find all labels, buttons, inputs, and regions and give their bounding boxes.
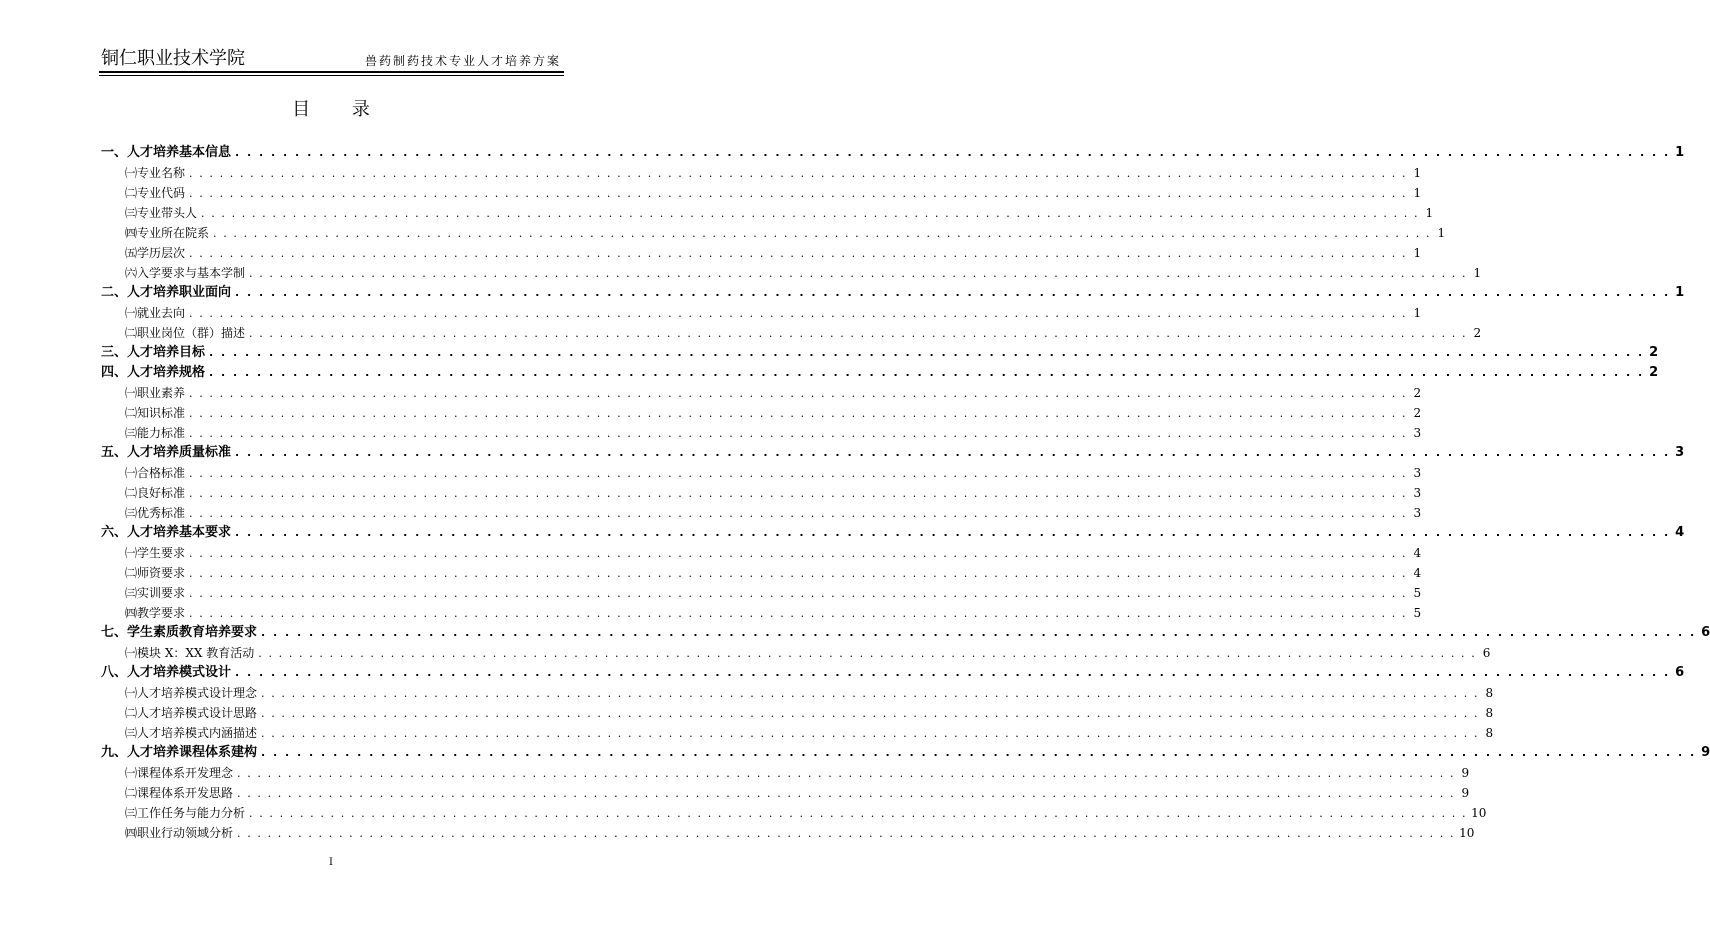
toc-subsection-entry[interactable] [101, 803, 1487, 823]
toc-section-entry[interactable] [101, 343, 1659, 363]
toc-entry-page: 9 [1461, 766, 1470, 780]
header-rule-thick [99, 71, 564, 73]
toc-entry-label: 九、人才培养课程体系建构 [101, 745, 258, 760]
toc-entry-page: 1 [1413, 306, 1422, 320]
toc-entry-label: ㈡课程体系开发思路 [125, 786, 234, 800]
toc-subsection-entry[interactable] [101, 383, 1422, 403]
toc-entry-page: 5 [1413, 606, 1422, 620]
toc-entry-label: ㈣教学要求 [125, 606, 186, 620]
toc-dot-leader: . . . . . . . . . . . . . . . . . . . . . . . . . . . . . . . . . . . . . . . . . . . . . . . . . . . . . . . . . . . . . . . . . . . . . . . . . . . . . . . . . . . . . . . . . . . . . . . . . . . . . . . . . . . . . . . . . . . . . . . . [237, 827, 1456, 840]
toc-entry-page: 8 [1485, 706, 1494, 720]
toc-entry-label: ㈠就业去向 [125, 306, 186, 320]
toc-section-entry[interactable] [101, 623, 1710, 643]
toc-dot-leader: . . . . . . . . . . . . . . . . . . . . . . . . . . . . . . . . . . . . . . . . . . . . . . . . . . . . . . . . . . . . . . . . . . . . . . . . . . . . . . . . . . . . . . . . . . . . . . . . . . . . . . . . . . . . . . . . . . . . . . . . [189, 547, 1408, 560]
toc-section-entry[interactable] [101, 443, 1685, 463]
toc-dot-leader: . . . . . . . . . . . . . . . . . . . . . . . . . . . . . . . . . . . . . . . . . . . . . . . . . . . . . . . . . . . . . . . . . . . . . . . . . . . . . . . . . . . . . . . . . . . . . . . . . . . . . . . . . . . . . . . . . . . . . . . . [189, 467, 1408, 480]
toc-entry-label: ㈠专业名称 [125, 166, 186, 180]
toc-entry-label: 六、人才培养基本要求 [101, 525, 232, 540]
toc-entry-label: 七、学生素质教育培养要求 [101, 625, 258, 640]
toc-subsection-entry[interactable] [101, 603, 1422, 623]
toc-entry-page: 1 [1473, 266, 1482, 280]
toc-entry-label: 二、人才培养职业面向 [101, 285, 232, 300]
toc-entry-label: ㈡知识标准 [125, 406, 186, 420]
toc-section-entry[interactable] [101, 283, 1685, 303]
toc-dot-leader: . . . . . . . . . . . . . . . . . . . . . . . . . . . . . . . . . . . . . . . . . . . . . . . . . . . . . . . . . . . . . . . . . . . . . . . . . . . . . . . . . . . . . . . . . . . . . . . . . . . . . . . . . . . . . . . . . . . . . . . . [189, 187, 1408, 200]
toc-entry-label: ㈡人才培养模式设计思路 [125, 706, 258, 720]
toc-subsection-entry[interactable] [101, 563, 1422, 583]
table-of-contents [101, 143, 1710, 843]
toc-entry-label: ㈠模块 X：XX 教育活动 [125, 646, 255, 660]
toc-subsection-entry[interactable] [101, 163, 1422, 183]
toc-dot-leader: . . . . . . . . . . . . . . . . . . . . . . . . . . . . . . . . . . . . . . . . . . . . . . . . . . . . . . . . . . . . . . . . . . . . . . . . . . . . . . . . . . . . . . . . . . . . . . . . . . . . . . . . . . . . . . . . . . . . . . . . [249, 267, 1468, 280]
toc-entry-page: 2 [1413, 406, 1422, 420]
toc-entry-page: 3 [1413, 466, 1422, 480]
toc-entry-label: 五、人才培养质量标准 [101, 445, 232, 460]
toc-subsection-entry[interactable] [101, 243, 1422, 263]
toc-entry-label: 一、人才培养基本信息 [101, 145, 232, 160]
toc-subsection-entry[interactable] [101, 643, 1491, 663]
toc-entry-page: 1 [1413, 246, 1422, 260]
toc-entry-page: 6 [1701, 625, 1710, 640]
toc-dot-leader: . . . . . . . . . . . . . . . . . . . . . . . . . . . . . . . . . . . . . . . . . . . . . . . . . . . . . . . . . . . . . . . . . . . . . . . . . . . . . . . . . . . . . . . . . . . . . . . . . . . . . . . . . . . . . . . . . . . . . . . . [189, 247, 1408, 260]
toc-entry-page: 6 [1482, 646, 1491, 660]
toc-entry-label: ㈡专业代码 [125, 186, 186, 200]
toc-dot-leader: . . . . . . . . . . . . . . . . . . . . . . . . . . . . . . . . . . . . . . . . . . . . . . . . . . . . . . . . . . . . . . . . . . . . . . . . . . . . . . . . . . . . . . . . . . . . . . . . . . . . . . . . . . . . . . . . . . . . . . . . [189, 387, 1408, 400]
toc-entry-page: 1 [1413, 186, 1422, 200]
toc-subsection-entry[interactable] [101, 823, 1475, 843]
toc-entry-page: 1 [1413, 166, 1422, 180]
toc-dot-leader: . . . . . . . . . . . . . . . . . . . . . . . . . . . . . . . . . . . . . . . . . . . . . . . . . . . . . . . . . . . . . . . . . . . . . . . . . . . . . . . . . . . . . . . . . . . . . . . . . . . . . . . . . . . . . . . . . . . . . . . . [235, 286, 1671, 299]
toc-subsection-entry[interactable] [101, 583, 1422, 603]
toc-subsection-entry[interactable] [101, 303, 1422, 323]
toc-dot-leader: . . . . . . . . . . . . . . . . . . . . . . . . . . . . . . . . . . . . . . . . . . . . . . . . . . . . . . . . . . . . . . . . . . . . . . . . . . . . . . . . . . . . . . . . . . . . . . . . . . . . . . . . . . . . . . . . . . . . . . . . [189, 507, 1408, 520]
toc-entry-page: 10 [1459, 826, 1475, 840]
toc-entry-label: ㈠人才培养模式设计理念 [125, 686, 258, 700]
toc-dot-leader: . . . . . . . . . . . . . . . . . . . . . . . . . . . . . . . . . . . . . . . . . . . . . . . . . . . . . . . . . . . . . . . . . . . . . . . . . . . . . . . . . . . . . . . . . . . . . . . . . . . . . . . . . . . . . . . . . . . . . . . . [209, 366, 1645, 379]
toc-entry-page: 8 [1485, 726, 1494, 740]
toc-entry-page: 9 [1701, 745, 1710, 760]
toc-section-entry[interactable] [101, 143, 1685, 163]
toc-subsection-entry[interactable] [101, 323, 1482, 343]
toc-dot-leader: . . . . . . . . . . . . . . . . . . . . . . . . . . . . . . . . . . . . . . . . . . . . . . . . . . . . . . . . . . . . . . . . . . . . . . . . . . . . . . . . . . . . . . . . . . . . . . . . . . . . . . . . . . . . . . . . . . . . . . . . [249, 807, 1468, 820]
toc-entry-label: ㈡良好标准 [125, 486, 186, 500]
toc-dot-leader: . . . . . . . . . . . . . . . . . . . . . . . . . . . . . . . . . . . . . . . . . . . . . . . . . . . . . . . . . . . . . . . . . . . . . . . . . . . . . . . . . . . . . . . . . . . . . . . . . . . . . . . . . . . . . . . . . . . . . . . . [235, 666, 1671, 679]
toc-entry-label: ㈢能力标准 [125, 426, 186, 440]
toc-section-entry[interactable] [101, 523, 1685, 543]
toc-dot-leader: . . . . . . . . . . . . . . . . . . . . . . . . . . . . . . . . . . . . . . . . . . . . . . . . . . . . . . . . . . . . . . . . . . . . . . . . . . . . . . . . . . . . . . . . . . . . . . . . . . . . . . . . . . . . . . . . . . . . . . . . [258, 647, 1477, 660]
toc-dot-leader: . . . . . . . . . . . . . . . . . . . . . . . . . . . . . . . . . . . . . . . . . . . . . . . . . . . . . . . . . . . . . . . . . . . . . . . . . . . . . . . . . . . . . . . . . . . . . . . . . . . . . . . . . . . . . . . . . . . . . . . . [261, 746, 1697, 759]
toc-subsection-entry[interactable] [101, 543, 1422, 563]
toc-entry-label: ㈡职业岗位（群）描述 [125, 326, 246, 340]
toc-entry-label: ㈥入学要求与基本学制 [125, 266, 246, 280]
toc-entry-label: ㈠职业素养 [125, 386, 186, 400]
toc-entry-page: 6 [1675, 665, 1685, 680]
toc-title: 目 录 [292, 99, 388, 120]
toc-entry-page: 5 [1413, 586, 1422, 600]
toc-subsection-entry[interactable] [101, 483, 1422, 503]
toc-dot-leader: . . . . . . . . . . . . . . . . . . . . . . . . . . . . . . . . . . . . . . . . . . . . . . . . . . . . . . . . . . . . . . . . . . . . . . . . . . . . . . . . . . . . . . . . . . . . . . . . . . . . . . . . . . . . . . . . . . . . . . . . [189, 407, 1408, 420]
toc-entry-label: ㈣职业行动领域分析 [125, 826, 234, 840]
toc-subsection-entry[interactable] [101, 503, 1422, 523]
toc-section-entry[interactable] [101, 363, 1659, 383]
toc-dot-leader: . . . . . . . . . . . . . . . . . . . . . . . . . . . . . . . . . . . . . . . . . . . . . . . . . . . . . . . . . . . . . . . . . . . . . . . . . . . . . . . . . . . . . . . . . . . . . . . . . . . . . . . . . . . . . . . . . . . . . . . . [209, 346, 1645, 359]
toc-entry-page: 4 [1675, 525, 1685, 540]
toc-dot-leader: . . . . . . . . . . . . . . . . . . . . . . . . . . . . . . . . . . . . . . . . . . . . . . . . . . . . . . . . . . . . . . . . . . . . . . . . . . . . . . . . . . . . . . . . . . . . . . . . . . . . . . . . . . . . . . . . . . . . . . . . [189, 307, 1408, 320]
toc-entry-page: 4 [1413, 546, 1422, 560]
toc-subsection-entry[interactable] [101, 183, 1422, 203]
toc-dot-leader: . . . . . . . . . . . . . . . . . . . . . . . . . . . . . . . . . . . . . . . . . . . . . . . . . . . . . . . . . . . . . . . . . . . . . . . . . . . . . . . . . . . . . . . . . . . . . . . . . . . . . . . . . . . . . . . . . . . . . . . . [213, 227, 1432, 240]
toc-entry-label: ㈢优秀标准 [125, 506, 186, 520]
toc-entry-label: ㈢工作任务与能力分析 [125, 806, 246, 820]
toc-entry-label: ㈠合格标准 [125, 466, 186, 480]
toc-entry-label: ㈠学生要求 [125, 546, 186, 560]
toc-entry-page: 1 [1675, 285, 1685, 300]
toc-dot-leader: . . . . . . . . . . . . . . . . . . . . . . . . . . . . . . . . . . . . . . . . . . . . . . . . . . . . . . . . . . . . . . . . . . . . . . . . . . . . . . . . . . . . . . . . . . . . . . . . . . . . . . . . . . . . . . . . . . . . . . . . [189, 587, 1408, 600]
toc-subsection-entry[interactable] [101, 403, 1422, 423]
toc-entry-label: 八、人才培养模式设计 [101, 665, 232, 680]
toc-entry-page: 1 [1675, 145, 1685, 160]
header-document-title: 兽药制药技术专业人才培养方案 [364, 54, 561, 68]
toc-subsection-entry[interactable] [101, 203, 1434, 223]
toc-dot-leader: . . . . . . . . . . . . . . . . . . . . . . . . . . . . . . . . . . . . . . . . . . . . . . . . . . . . . . . . . . . . . . . . . . . . . . . . . . . . . . . . . . . . . . . . . . . . . . . . . . . . . . . . . . . . . . . . . . . . . . . . [189, 167, 1408, 180]
toc-entry-label: ㈢实训要求 [125, 586, 186, 600]
toc-entry-label: ㈠课程体系开发理念 [125, 766, 234, 780]
toc-subsection-entry[interactable] [101, 683, 1494, 703]
toc-entry-label: ㈢人才培养模式内涵描述 [125, 726, 258, 740]
header-institution: 铜仁职业技术学院 [101, 48, 245, 69]
toc-entry-label: ㈢专业带头人 [125, 206, 198, 220]
toc-entry-label: ㈣专业所在院系 [125, 226, 210, 240]
toc-entry-page: 2 [1649, 345, 1659, 360]
toc-dot-leader: . . . . . . . . . . . . . . . . . . . . . . . . . . . . . . . . . . . . . . . . . . . . . . . . . . . . . . . . . . . . . . . . . . . . . . . . . . . . . . . . . . . . . . . . . . . . . . . . . . . . . . . . . . . . . . . . . . . . . . . . [261, 626, 1697, 639]
toc-dot-leader: . . . . . . . . . . . . . . . . . . . . . . . . . . . . . . . . . . . . . . . . . . . . . . . . . . . . . . . . . . . . . . . . . . . . . . . . . . . . . . . . . . . . . . . . . . . . . . . . . . . . . . . . . . . . . . . . . . . . . . . . [235, 526, 1671, 539]
toc-subsection-entry[interactable] [101, 783, 1470, 803]
toc-entry-page: 2 [1473, 326, 1482, 340]
toc-entry-page: 3 [1413, 426, 1422, 440]
toc-entry-page: 2 [1649, 365, 1659, 380]
toc-entry-page: 3 [1675, 445, 1685, 460]
toc-section-entry[interactable] [101, 663, 1685, 683]
toc-dot-leader: . . . . . . . . . . . . . . . . . . . . . . . . . . . . . . . . . . . . . . . . . . . . . . . . . . . . . . . . . . . . . . . . . . . . . . . . . . . . . . . . . . . . . . . . . . . . . . . . . . . . . . . . . . . . . . . . . . . . . . . . [237, 767, 1456, 780]
toc-entry-page: 10 [1471, 806, 1487, 820]
toc-subsection-entry[interactable] [101, 263, 1482, 283]
toc-entry-page: 4 [1413, 566, 1422, 580]
toc-subsection-entry[interactable] [101, 763, 1470, 783]
toc-entry-page: 3 [1413, 506, 1422, 520]
toc-entry-page: 1 [1425, 206, 1434, 220]
toc-entry-page: 9 [1461, 786, 1470, 800]
header-rule-thin [99, 75, 564, 76]
toc-subsection-entry[interactable] [101, 723, 1494, 743]
toc-dot-leader: . . . . . . . . . . . . . . . . . . . . . . . . . . . . . . . . . . . . . . . . . . . . . . . . . . . . . . . . . . . . . . . . . . . . . . . . . . . . . . . . . . . . . . . . . . . . . . . . . . . . . . . . . . . . . . . . . . . . . . . . [261, 727, 1480, 740]
toc-subsection-entry[interactable] [101, 423, 1422, 443]
toc-dot-leader: . . . . . . . . . . . . . . . . . . . . . . . . . . . . . . . . . . . . . . . . . . . . . . . . . . . . . . . . . . . . . . . . . . . . . . . . . . . . . . . . . . . . . . . . . . . . . . . . . . . . . . . . . . . . . . . . . . . . . . . . [237, 787, 1456, 800]
toc-dot-leader: . . . . . . . . . . . . . . . . . . . . . . . . . . . . . . . . . . . . . . . . . . . . . . . . . . . . . . . . . . . . . . . . . . . . . . . . . . . . . . . . . . . . . . . . . . . . . . . . . . . . . . . . . . . . . . . . . . . . . . . . [189, 487, 1408, 500]
toc-entry-label: 三、人才培养目标 [101, 345, 206, 360]
toc-dot-leader: . . . . . . . . . . . . . . . . . . . . . . . . . . . . . . . . . . . . . . . . . . . . . . . . . . . . . . . . . . . . . . . . . . . . . . . . . . . . . . . . . . . . . . . . . . . . . . . . . . . . . . . . . . . . . . . . . . . . . . . . [189, 607, 1408, 620]
toc-dot-leader: . . . . . . . . . . . . . . . . . . . . . . . . . . . . . . . . . . . . . . . . . . . . . . . . . . . . . . . . . . . . . . . . . . . . . . . . . . . . . . . . . . . . . . . . . . . . . . . . . . . . . . . . . . . . . . . . . . . . . . . . [261, 687, 1480, 700]
toc-subsection-entry[interactable] [101, 463, 1422, 483]
toc-subsection-entry[interactable] [101, 703, 1494, 723]
toc-dot-leader: . . . . . . . . . . . . . . . . . . . . . . . . . . . . . . . . . . . . . . . . . . . . . . . . . . . . . . . . . . . . . . . . . . . . . . . . . . . . . . . . . . . . . . . . . . . . . . . . . . . . . . . . . . . . . . . . . . . . . . . . [249, 327, 1468, 340]
toc-entry-page: 3 [1413, 486, 1422, 500]
toc-dot-leader: . . . . . . . . . . . . . . . . . . . . . . . . . . . . . . . . . . . . . . . . . . . . . . . . . . . . . . . . . . . . . . . . . . . . . . . . . . . . . . . . . . . . . . . . . . . . . . . . . . . . . . . . . . . . . . . . . . . . . . . . [261, 707, 1480, 720]
toc-entry-label: 四、人才培养规格 [101, 365, 206, 380]
toc-dot-leader: . . . . . . . . . . . . . . . . . . . . . . . . . . . . . . . . . . . . . . . . . . . . . . . . . . . . . . . . . . . . . . . . . . . . . . . . . . . . . . . . . . . . . . . . . . . . . . . . . . . . . . . . . . . . . . . . . . . . . . . . [235, 146, 1671, 159]
toc-dot-leader: . . . . . . . . . . . . . . . . . . . . . . . . . . . . . . . . . . . . . . . . . . . . . . . . . . . . . . . . . . . . . . . . . . . . . . . . . . . . . . . . . . . . . . . . . . . . . . . . . . . . . . . . . . . . . . . . . . . . . . . . [201, 207, 1420, 220]
toc-entry-label: ㈡师资要求 [125, 566, 186, 580]
toc-dot-leader: . . . . . . . . . . . . . . . . . . . . . . . . . . . . . . . . . . . . . . . . . . . . . . . . . . . . . . . . . . . . . . . . . . . . . . . . . . . . . . . . . . . . . . . . . . . . . . . . . . . . . . . . . . . . . . . . . . . . . . . . [189, 567, 1408, 580]
page-number: I [329, 857, 333, 868]
toc-entry-page: 1 [1437, 226, 1446, 240]
toc-entry-page: 8 [1485, 686, 1494, 700]
toc-section-entry[interactable] [101, 743, 1710, 763]
toc-subsection-entry[interactable] [101, 223, 1446, 243]
toc-dot-leader: . . . . . . . . . . . . . . . . . . . . . . . . . . . . . . . . . . . . . . . . . . . . . . . . . . . . . . . . . . . . . . . . . . . . . . . . . . . . . . . . . . . . . . . . . . . . . . . . . . . . . . . . . . . . . . . . . . . . . . . . [235, 446, 1671, 459]
toc-entry-page: 2 [1413, 386, 1422, 400]
toc-entry-label: ㈤学历层次 [125, 246, 186, 260]
toc-dot-leader: . . . . . . . . . . . . . . . . . . . . . . . . . . . . . . . . . . . . . . . . . . . . . . . . . . . . . . . . . . . . . . . . . . . . . . . . . . . . . . . . . . . . . . . . . . . . . . . . . . . . . . . . . . . . . . . . . . . . . . . . [189, 427, 1408, 440]
